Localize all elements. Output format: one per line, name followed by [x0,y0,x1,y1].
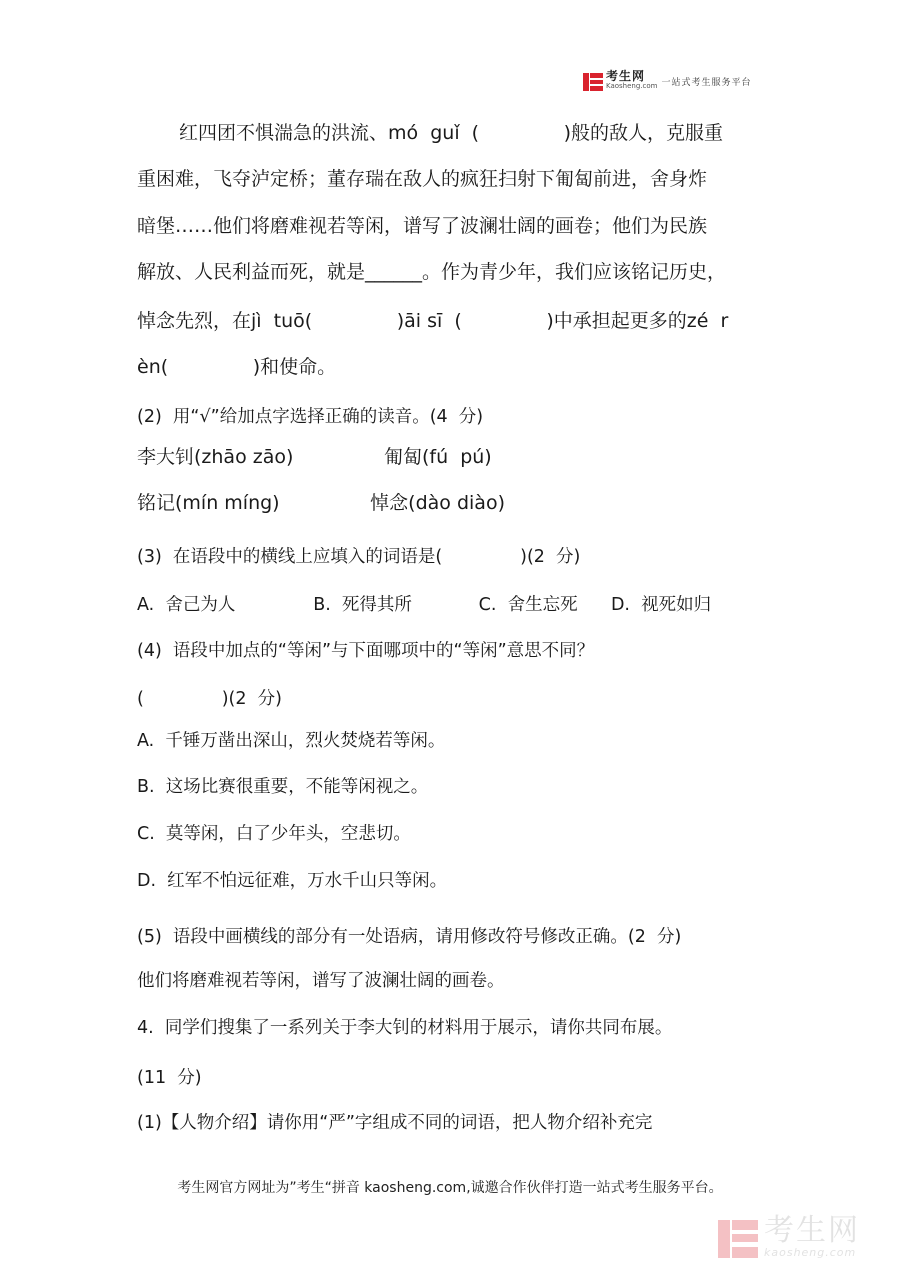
logo-name-en: Kaosheng.com [606,82,658,90]
watermark-en: kaosheng.com [764,1246,857,1259]
text-line-5: 悼念先烈，在jì tuō( )āi sī ( )中承担起更多的zé r [137,310,729,332]
header-slogan: 一站式考生服务平台 [661,77,752,88]
question-4-part-1: (1)【人物介绍】请你用“严”字组成不同的词语，把人物介绍补充完 [137,1113,653,1133]
question-4-blank: ( )(2 分) [137,689,282,709]
question-4-points: (11 分) [137,1068,202,1088]
question-5: (5) 语段中画横线的部分有一处语病，请用修改符号修改正确。(2 分) [137,927,682,947]
logo-name [606,71,658,91]
watermark [718,1213,860,1261]
text-line-3: 暗堡……他们将磨难视若等闲，谱写了波澜壮阔的画卷；他们为民族 [137,215,708,237]
watermark-cn: 考生网 [764,1213,860,1248]
text-line-4: 解放、人民利益而死，就是______。作为青少年，我们应该铭记历史， [137,261,727,283]
question-2: (2) 用“√”给加点字选择正确的读音。(4 分) [137,407,484,427]
question-2-row-1: 李大钊(zhāo zāo) 匍匐(fú pú) [137,446,492,468]
question-3: (3) 在语段中的横线上应填入的词语是( )(2 分) [137,547,581,567]
header-logo[interactable] [583,70,752,92]
brand-logo-icon [583,71,603,91]
text-line-2: 重困难，飞夺泸定桥；董存瑞在敌人的疯狂扫射下匍匐前进，舍身炸 [137,168,708,190]
question-4-option-d: D. 红军不怕远征难，万水千山只等闲。 [137,871,448,891]
text-line-1: 红四团不惧湍急的洪流、mó guǐ ( )般的敌人，克服重 [179,122,724,144]
text-line-6: èn( )和使命。 [137,356,337,378]
footer-text: 考生网官方网址为”考生“拼音 kaosheng.com,诚邀合作伙伴打造一站式考生服务平台。 [177,1180,723,1196]
question-4-option-c: C. 莫等闲，白了少年头，空悲切。 [137,824,411,844]
logo-name-cn: 考生网 [606,69,646,83]
question-3-options: A. 舍己为人 B. 死得其所 C. 舍生忘死 D. 视死如归 [137,595,712,615]
question-5-sentence: 他们将磨难视若等闲，谱写了波澜壮阔的画卷。 [137,971,505,991]
question-4-heading: 4. 同学们搜集了一系列关于李大钊的材料用于展示，请你共同布展。 [137,1018,673,1038]
watermark-logo-icon [718,1216,758,1258]
question-4: (4) 语段中加点的“等闲”与下面哪项中的“等闲”意思不同？ [137,641,595,661]
question-2-row-2: 铭记(mín míng) 悼念(dào diào) [137,492,505,514]
question-4-option-b: B. 这场比赛很重要，不能等闲视之。 [137,777,429,797]
question-4-option-a: A. 千锤万凿出深山，烈火焚烧若等闲。 [137,731,446,751]
